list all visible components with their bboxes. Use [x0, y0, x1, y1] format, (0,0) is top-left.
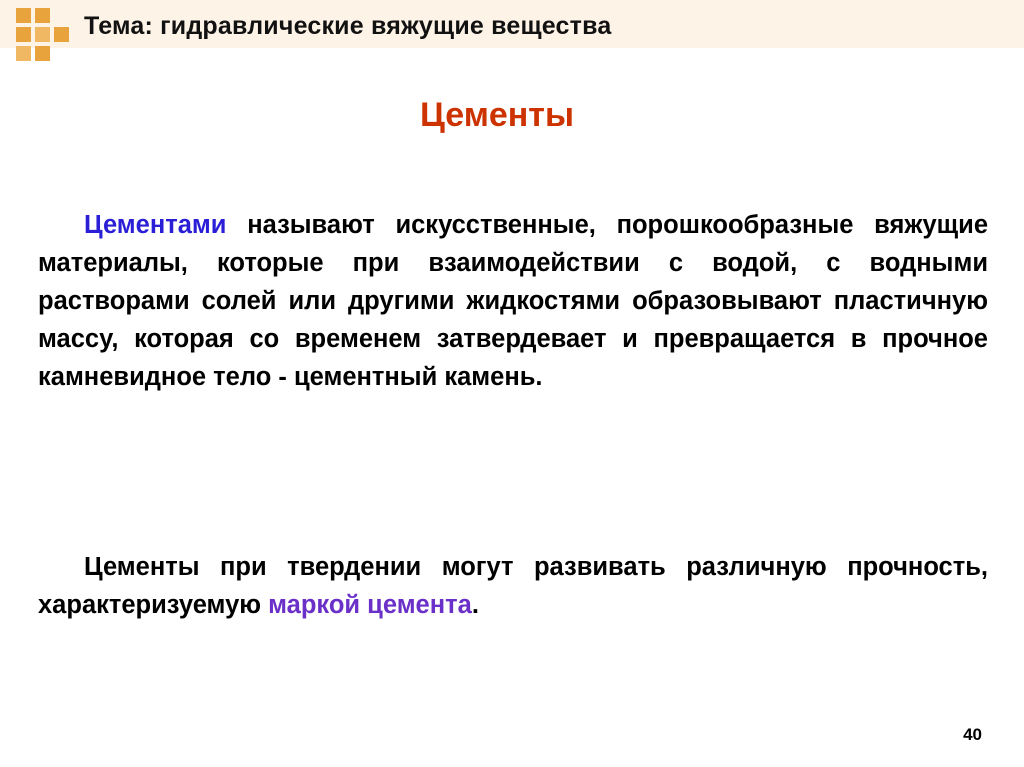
term-cementami: Цементами [84, 211, 227, 239]
paragraph-definition [38, 206, 988, 396]
paragraph-definition-text: называют искусственные, порошкообразные вяжущие материалы, которые при взаимодействии с водой, с водными растворами солей или другими жидкостями образовывают пластичную массу, которая со временем затвердевает и превращается в прочное камневидное тело - цементный камень. [38, 211, 988, 391]
paragraph-strength-text-1: Цементы при твердении могут развивать различную прочность, характеризуемую [38, 553, 988, 619]
header-title: Тема: гидравлические вяжущие вещества [84, 12, 612, 40]
term-marka-cementa: маркой цемента [268, 591, 472, 619]
slide-header-band [0, 0, 1024, 48]
paragraph-strength [38, 548, 988, 624]
paragraph-strength-text-2: . [471, 591, 479, 619]
page-number: 40 [963, 725, 982, 744]
decorative-squares-icon [16, 8, 70, 62]
slide-title [0, 96, 1024, 135]
slide-title-text: Цементы [420, 96, 574, 134]
